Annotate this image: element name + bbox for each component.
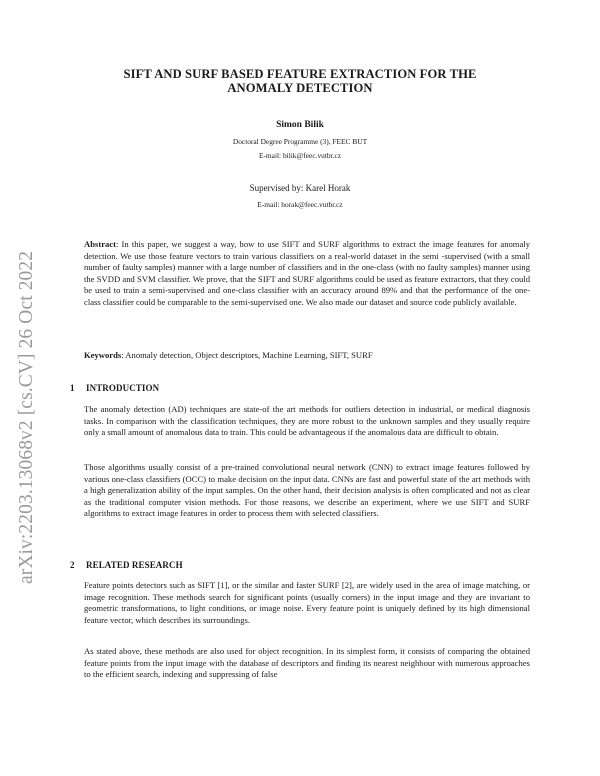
section-heading-introduction	[70, 383, 159, 393]
related-research-paragraph-1: Feature points detectors such as SIFT [1], or the similar and faster SURF [2], are widely used in the area of image matching, or image recognition. These methods search for significant points (usually corners) in the input image and they are invariant to geometric transformations, to light conditions, or image noise. Every feature point is uniquely defined by its high dimensional feature vector, which describes its surroundings.	[84, 580, 530, 625]
related-research-paragraph-2: As stated above, these methods are also used for object recognition. In its simplest form, it consists of comparing the obtained feature points from the input image with the database of descriptors and finding its nearest neighbour with numerous approaches to the efficient search, indexing and suppressing of false	[84, 646, 530, 680]
author-affiliation: Doctoral Degree Programme (3), FEEC BUT	[232, 137, 368, 146]
section-title: INTRODUCTION	[86, 383, 160, 393]
keywords-label: Keywords	[84, 350, 122, 360]
keywords-text: : Anomaly detection, Object descriptors, Machine Learning, SIFT, SURF	[121, 350, 373, 360]
section-number: 1	[70, 383, 75, 393]
section-title: RELATED RESEARCH	[86, 560, 183, 570]
section-number: 2	[70, 560, 75, 570]
author-email: E-mail: bilik@feec.vutbr.cz	[258, 151, 342, 160]
author-name: Simon Bilik	[276, 120, 324, 130]
paper-title	[60, 67, 540, 95]
arxiv-identifier	[14, 204, 48, 584]
abstract-paragraph	[84, 239, 530, 309]
title-line-2: ANOMALY DETECTION	[227, 81, 373, 95]
title-line-1: SIFT AND SURF BASED FEATURE EXTRACTION FOR THE	[123, 67, 477, 81]
arxiv-identifier-text: arXiv:2203.13068v2 [cs.CV] 26 Oct 2022	[16, 250, 37, 584]
supervisor-line: Supervised by: Karel Horak	[249, 183, 351, 193]
supervisor-email: E-mail: horak@feec.vutbr.cz	[257, 200, 343, 209]
section-heading-related-research	[70, 560, 183, 570]
introduction-paragraph-1: The anomaly detection (AD) techniques are state-of the art methods for outliers detection in industrial, or medical diagnosis tasks. In comparison with the classification techniques, they are more robust to the unknown samples and they usually require only a small amount of anomalous data to train. This could be advantageous if the anomalous data are difficult to obtain.	[84, 404, 530, 438]
keywords-paragraph	[84, 350, 530, 362]
abstract-text: : In this paper, we suggest a way, how to use SIFT and SURF algorithms to extract the image features for anomaly detection. We use those feature vectors to train various classifiers on a real-world dataset in the semi -supervised (with a small number of faulty samples) manner with a large number of classifiers and in the one-class (with no faulty samples) manner using the SVDD and SVM classifier. We prove, that the SIFT and SURF algorithms could be used as feature extractors, that they could be used to train a semi-supervised and one-class classifier with an accuracy around 89% and that the performance of the one-class classifier could be comparable to the semi-supervised one. We also made our dataset and source code publicly available.	[84, 239, 530, 307]
introduction-paragraph-2: Those algorithms usually consist of a pre-trained convolutional neural network (CNN) to extract image features followed by various one-class classifiers (OCC) to make decision on the input data. CNNs are fast and powerful state of the art methods with a high generalization ability of the input samples. On the other hand, their decision analysis is often complicated and not as clear as the traditional computer vision methods. For those reasons, we describe an experiment, where we use SIFT and SURF algorithms to extract image features in order to process them with selected classifiers.	[84, 462, 530, 519]
abstract-label: Abstract	[84, 239, 116, 249]
